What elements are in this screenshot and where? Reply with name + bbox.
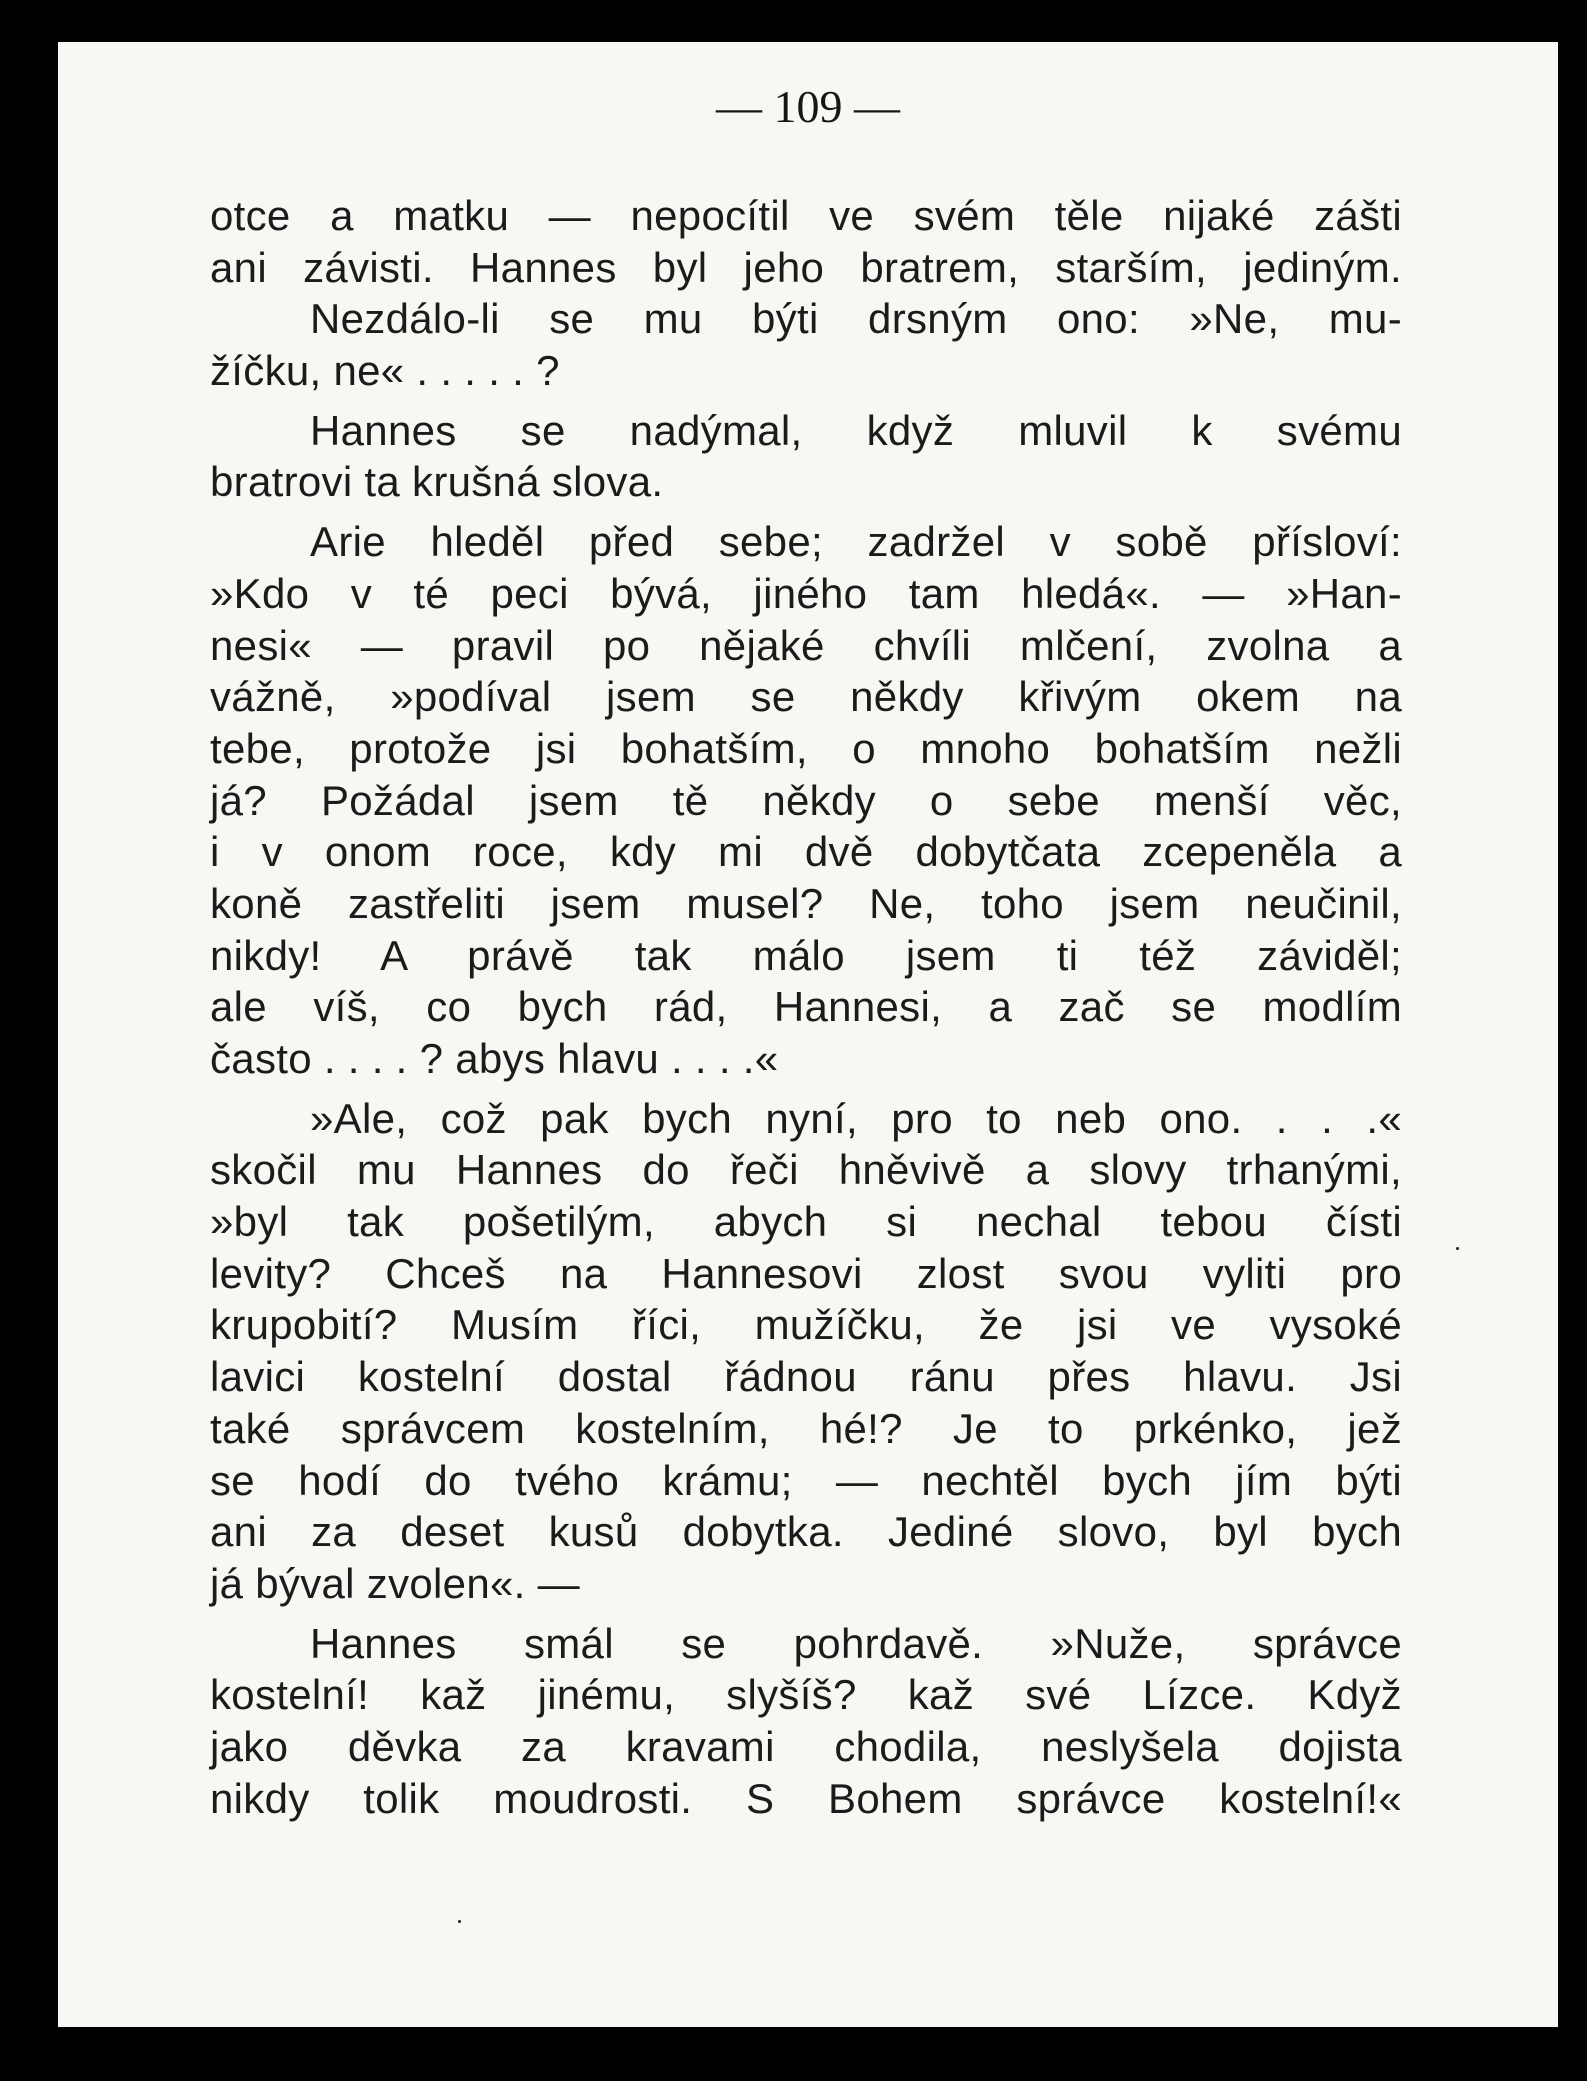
text-line: Hannes smál se pohrdavě. »Nuže, správce [310, 1619, 1402, 1667]
text-line: krupobití? Musím říci, mužíčku, že jsi ve vysoké [210, 1301, 1402, 1349]
text-line: nikdy tolik moudrosti. S Bohem správce kostelní!« [210, 1774, 1402, 1822]
paragraph-gap [210, 1610, 1402, 1618]
text-line: »Ale, což pak bych nyní, pro to neb ono. . . .« [310, 1094, 1402, 1142]
text-line: ani závisti. Hannes byl jeho bratrem, starším, jediným. [210, 243, 1402, 291]
text-line: vážně, »podíval jsem se někdy křivým okem na [210, 673, 1402, 721]
text-line: nikdy! A právě tak málo jsem ti též záviděl; [210, 931, 1402, 979]
text-line: »Kdo v té peci bývá, jiného tam hledá«. — »Han- [210, 569, 1402, 617]
paragraph [210, 1093, 1402, 1610]
print-speck [1456, 1247, 1459, 1250]
text-line: já býval zvolen«. — [210, 1559, 580, 1607]
paragraph [210, 516, 1402, 1085]
text-line: otce a matku — nepocítil ve svém těle nijaké zášti [210, 192, 1402, 239]
paragraph [210, 1618, 1402, 1825]
text-line: nesi« — pravil po nějaké chvíli mlčení, zvolna a [210, 621, 1402, 669]
text-line: ani za deset kusů dobytka. Jediné slovo, byl bych [210, 1508, 1402, 1556]
text-line: jako děvka za kravami chodila, neslyšela dojista [210, 1722, 1402, 1770]
print-speck [458, 1920, 461, 1923]
text-line: Nezdálo-li se mu býti drsným ono: »Ne, mu- [310, 295, 1402, 343]
paragraph [210, 190, 1402, 397]
text-line: často . . . . ? abys hlavu . . . .« [210, 1035, 779, 1082]
book-page [58, 42, 1558, 2027]
text-line: tebe, protože jsi bohatším, o mnoho bohatším nežli [210, 724, 1402, 772]
text-line: kostelní! kaž jinému, slyšíš? kaž své Lízce. Když [210, 1671, 1402, 1719]
text-line: lavici kostelní dostal řádnou ránu přes hlavu. Jsi [210, 1353, 1402, 1401]
paragraph-gap [210, 397, 1402, 405]
text-line: bratrovi ta krušná slova. [210, 458, 664, 506]
text-line: Hannes se nadýmal, když mluvil k svému [310, 406, 1402, 454]
text-line: levity? Chceš na Hannesovi zlost svou vyliti pro [210, 1249, 1402, 1297]
page-number: — 109 — [716, 81, 900, 132]
text-line: »byl tak pošetilým, abych si nechal tebou čísti [210, 1198, 1402, 1246]
paragraph-gap [210, 1085, 1402, 1093]
text-line: ale víš, co bych rád, Hannesi, a zač se modlím [210, 983, 1402, 1031]
paragraph-gap [210, 508, 1402, 516]
text-line: také správcem kostelním, hé!? Je to prkénko, jež [210, 1404, 1402, 1452]
text-line: já? Požádal jsem tě někdy o sebe menší věc, [210, 776, 1402, 824]
text-line: se hodí do tvého krámu; — nechtěl bych jím býti [210, 1456, 1402, 1504]
text-line: i v onom roce, kdy mi dvě dobytčata zcepeněla a [210, 828, 1402, 876]
text-line: Arie hleděl před sebe; zadržel v sobě přísloví: [310, 518, 1402, 566]
text-line: skočil mu Hannes do řeči hněvivě a slovy trhanými, [210, 1146, 1402, 1194]
text-line: žíčku, ne« . . . . . ? [210, 347, 560, 395]
text-line: koně zastřeliti jsem musel? Ne, toho jsem neučinil, [210, 879, 1402, 927]
body-text [210, 190, 1402, 1824]
paragraph [210, 405, 1402, 508]
